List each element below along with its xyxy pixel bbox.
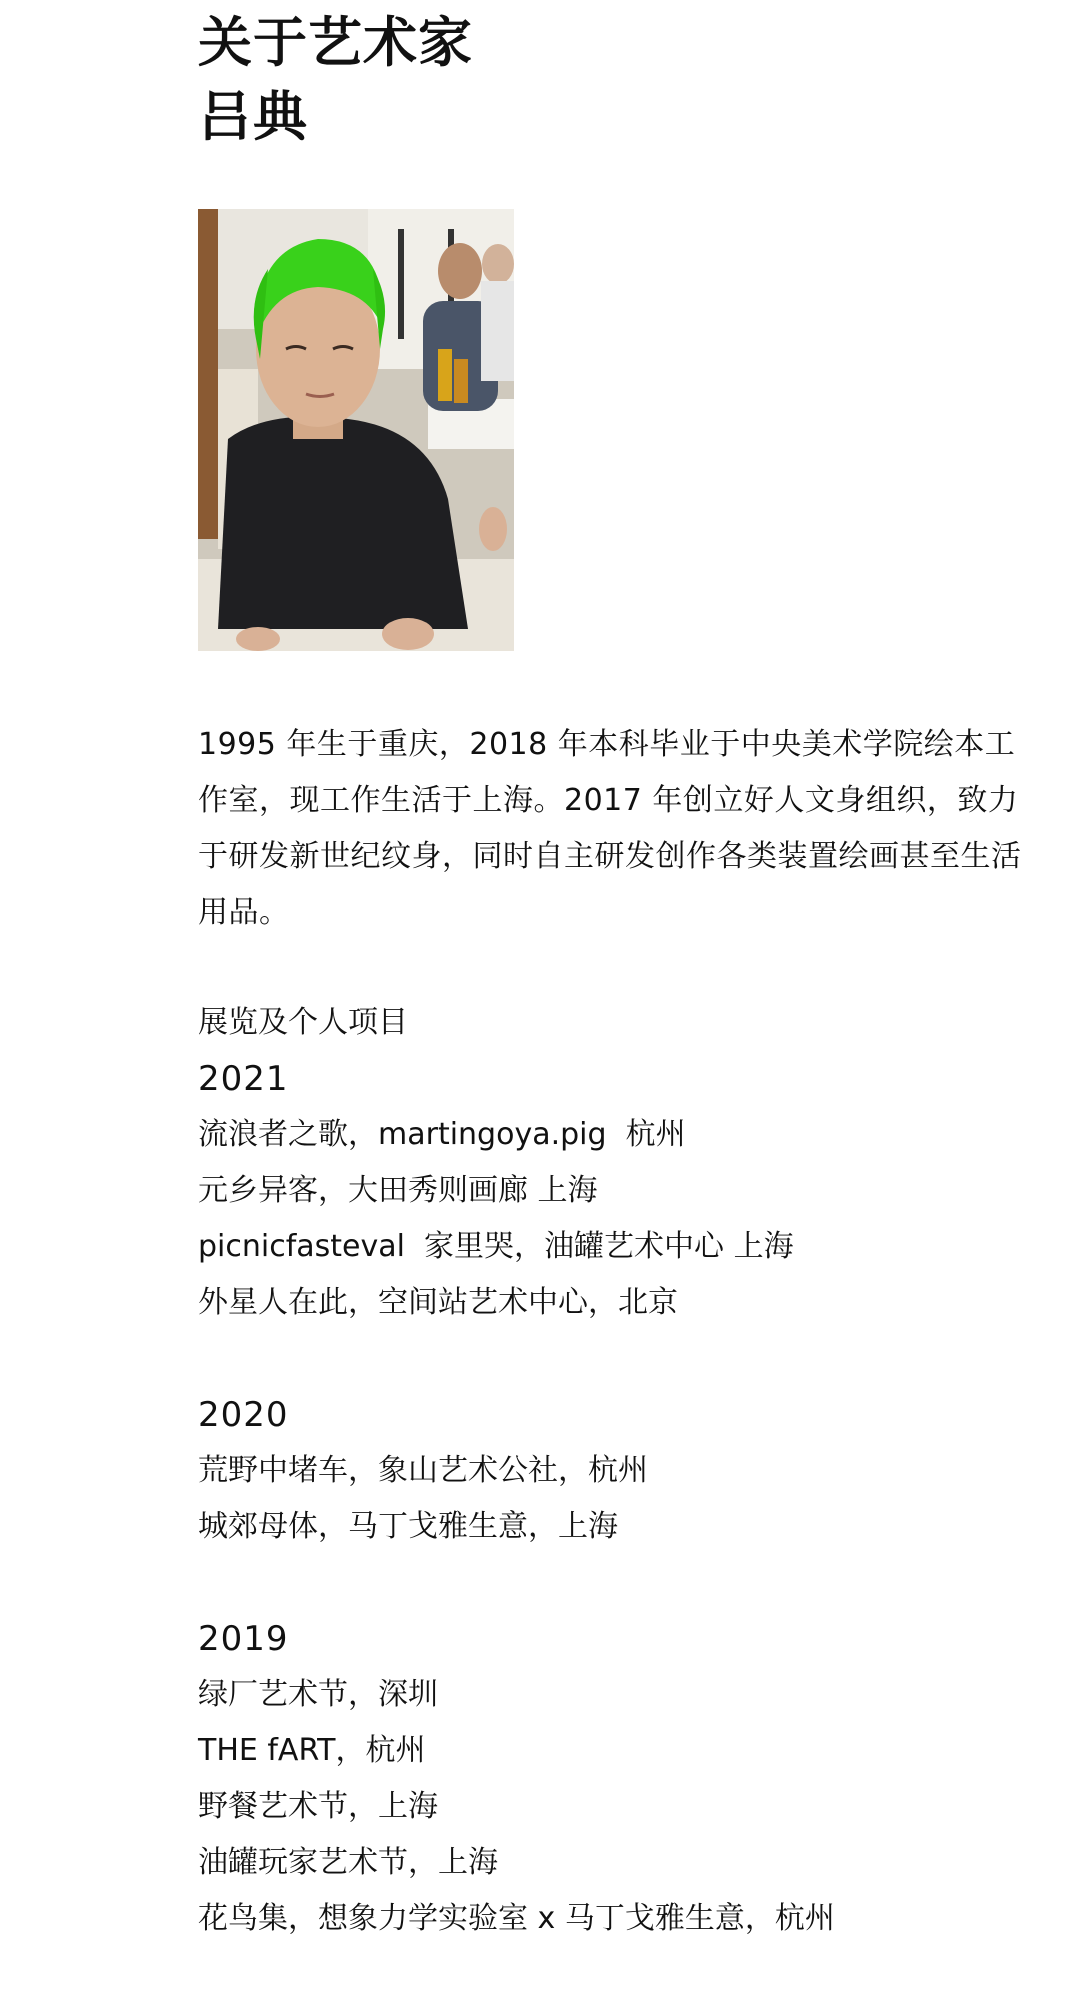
exhibition-item: 野餐艺术节，上海 — [198, 1789, 438, 1824]
exhibition-item: 流浪者之歌，martingoya.pig 杭州 — [198, 1117, 686, 1152]
exhibition-item: 荒野中堵车，象山艺术公社，杭州 — [198, 1453, 648, 1488]
exhibition-item: picnicfasteval 家里哭，油罐艺术中心 上海 — [198, 1229, 794, 1264]
exhibitions-heading: 展览及个人项目 — [198, 1005, 408, 1040]
exhibition-item: THE fART，杭州 — [198, 1733, 426, 1768]
year-heading: 2019 — [198, 1619, 289, 1659]
year-heading: 2020 — [198, 1395, 289, 1435]
exhibitions-section-2020 — [198, 1387, 1058, 1555]
artist-photo-illustration — [198, 209, 514, 651]
exhibition-item: 元乡异客，大田秀则画廊 上海 — [198, 1173, 598, 1208]
exhibition-item: 城郊母体，马丁戈雅生意，上海 — [198, 1509, 618, 1544]
exhibition-item: 绿厂艺术节，深圳 — [198, 1677, 438, 1712]
year-heading: 2021 — [198, 1059, 289, 1099]
artist-bio: 1995 年生于重庆，2018 年本科毕业于中央美术学院绘本工作室，现工作生活于上海。2017 年创立好人文身组织，致力于研发新世纪纹身，同时自主研发创作各类装置绘画甚至生活用品。 — [198, 727, 1022, 930]
artist-photo — [198, 209, 514, 651]
page-title — [198, 6, 1058, 154]
exhibition-item: 外星人在此，空间站艺术中心，北京 — [198, 1285, 678, 1320]
exhibitions-section-2021 — [198, 995, 1058, 1331]
exhibitions-section-2019 — [198, 1611, 1058, 1947]
title-line-about: 关于艺术家 — [198, 11, 473, 74]
title-line-name: 吕典 — [198, 85, 308, 148]
artist-page — [198, 0, 1058, 1936]
exhibition-item: 花鸟集，想象力学实验室 x 马丁戈雅生意，杭州 — [198, 1901, 835, 1936]
exhibition-item: 油罐玩家艺术节，上海 — [198, 1845, 498, 1880]
